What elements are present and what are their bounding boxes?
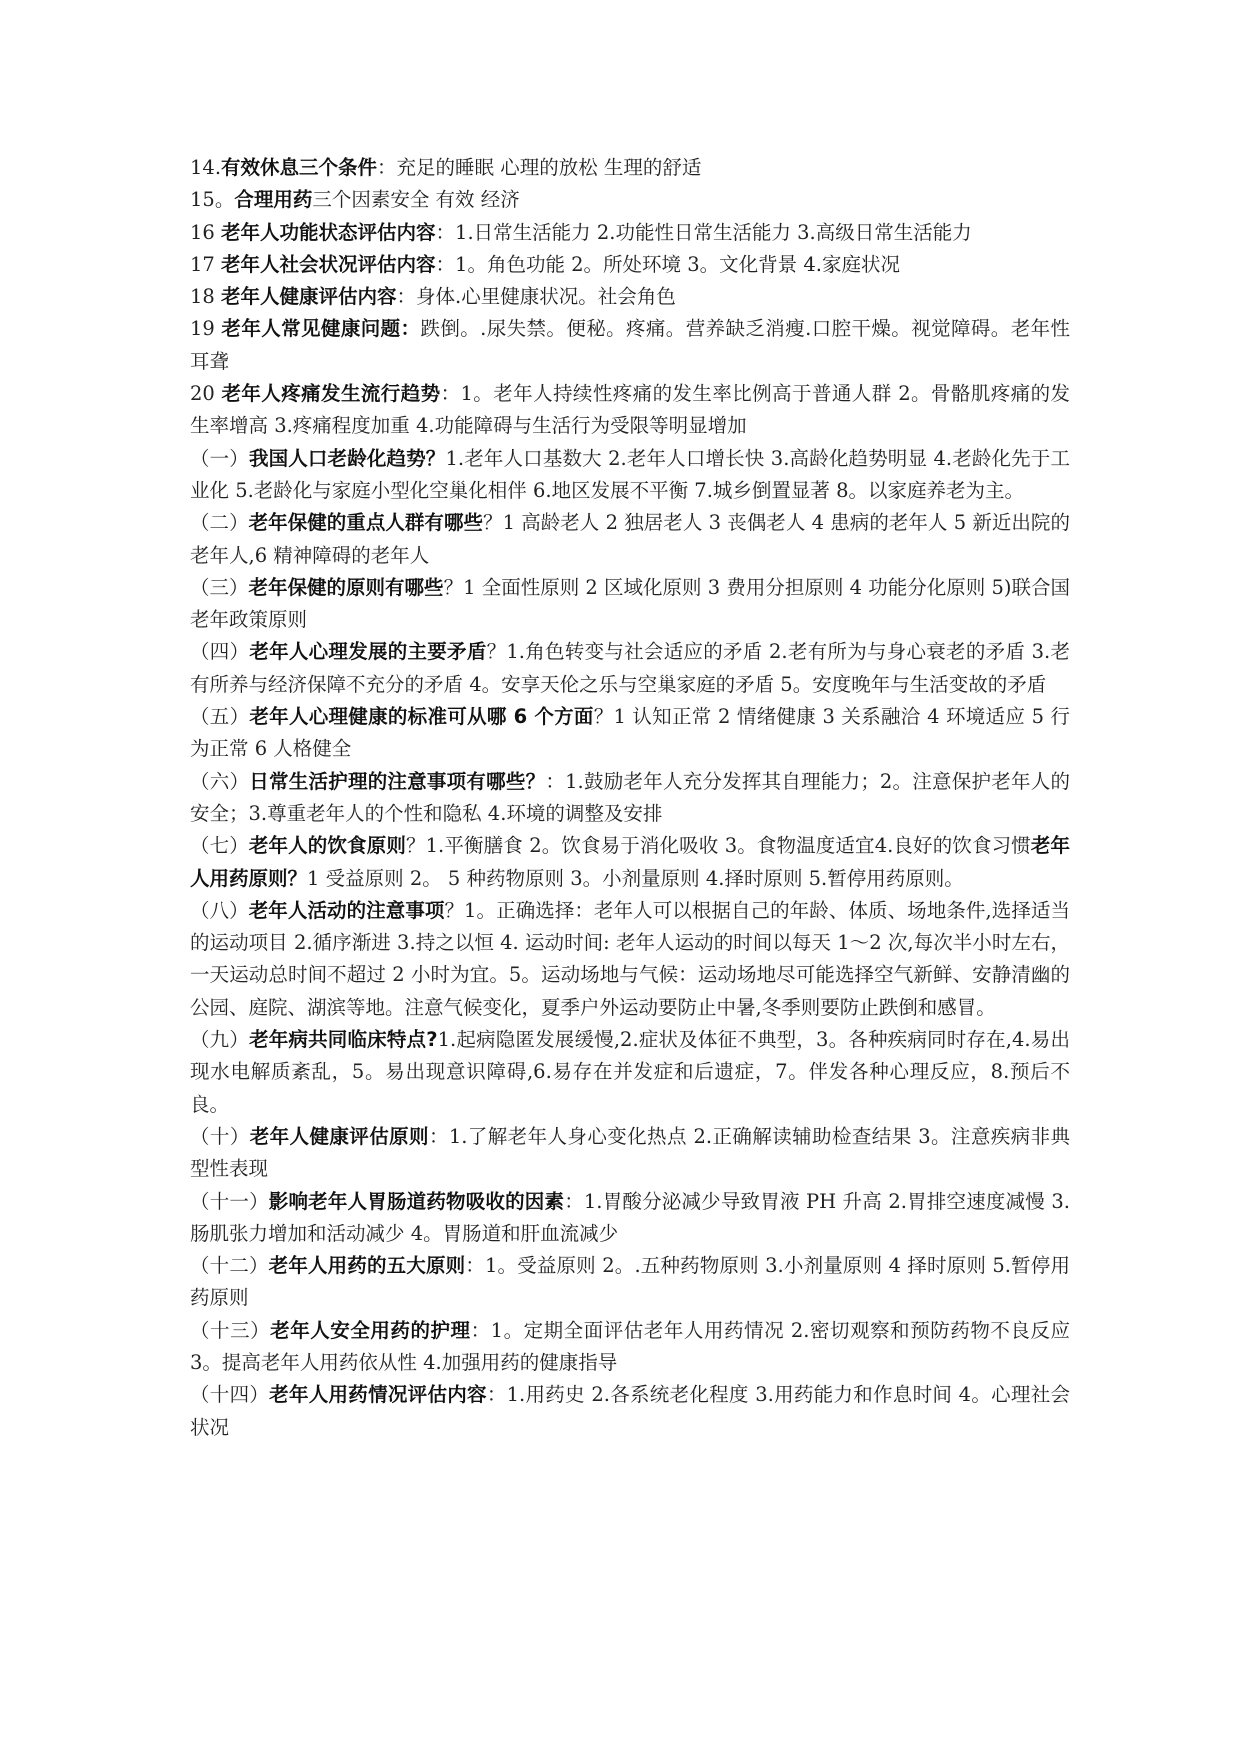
item-heading: 老年保健的重点人群有哪些 [248, 511, 484, 535]
item-number: （一） [190, 446, 249, 470]
item-text: ：充足的睡眠 心理的放松 生理的舒适 [377, 156, 702, 179]
item-text: ：1.了解老年人身心变化热点 2.正确解读辅助检查结果 3。注意疾病非典型性表现 [190, 1124, 1070, 1181]
item-number: （六） [190, 769, 250, 793]
item-text: ？1。正确选择：老年人可以根据自己的年龄、体质、场地条件,选择适当的运动项目 2.循序渐进 3.持之以恒 4. 运动时间: 老年人运动的时间以每天 1～2 次,每次半小时左右，一天运动总时间不超过 2 小时为宜。5。运动场地与气候：运动场地尽可能选择空气新鲜、安静清幽的公园、庭院、湖滨等地。注意气候变化，夏季户外运动要防止中暑,冬季则要防止跌倒和感冒。 [190, 898, 1070, 1019]
note-16 [190, 217, 1070, 249]
item-text: ：1。老年人持续性疼痛的发生率比例高于普通人群 2。骨骼肌疼痛的发生率增高 3.疼痛程度加重 4.功能障碍与生活行为受限等明显增加 [190, 382, 1070, 438]
section-10 [190, 1121, 1070, 1186]
item-text: ：1.日常生活能力 2.功能性日常生活能力 3.高级日常生活能力 [435, 220, 972, 244]
item-heading: 老年人常见健康问题： [221, 317, 421, 341]
note-14 [190, 152, 1070, 184]
item-heading: 我国人口老龄化趋势？ [248, 446, 446, 470]
section-2 [190, 507, 1070, 572]
item-number: 15。 [190, 188, 235, 212]
item-number: 20 [190, 382, 222, 406]
item-text: ：1.用药史 2.各系统老化程度 3.用药能力和作息时间 4。心理社会状况 [190, 1383, 1070, 1439]
section-3 [190, 572, 1070, 637]
section-1 [190, 443, 1070, 508]
item-heading: 老年人安全用药的护理 [270, 1318, 471, 1342]
item-number: 19 [190, 317, 222, 341]
item-heading: 老年人活动的注意事项 [248, 898, 445, 922]
section-5 [190, 701, 1070, 766]
item-heading: 老年病共同临床特点? [249, 1028, 438, 1052]
item-heading: 老年人心理健康的标准可从哪 6 个方面 [249, 705, 594, 729]
item-text: ：1.胃酸分泌减少导致胃液 PH 升高 2.胃排空速度减慢 3.肠肌张力增加和活动减少 4。胃肠道和肝血流减少 [190, 1189, 1070, 1245]
item-number: 18 [190, 285, 222, 309]
item-heading: 老年人用药的五大原则 [268, 1254, 466, 1278]
item-text: ？1.平衡膳食 2。饮食易于消化吸收 3。食物温度适宜4.良好的饮食习惯 [405, 834, 1031, 858]
section-4 [190, 636, 1070, 701]
item-text: ：1.鼓励老年人充分发挥其自理能力；2。注意保护老年人的安全；3.尊重老年人的个性和隐私 4.环境的调整及安排 [190, 769, 1070, 825]
item-number: 14. [190, 156, 222, 179]
section-14 [190, 1379, 1070, 1444]
note-17 [190, 249, 1070, 281]
item-number: （十一） [190, 1189, 269, 1213]
section-11 [190, 1186, 1070, 1251]
item-text: ？1 高龄老人 2 独居老人 3 丧偶老人 4 患病的老年人 5 新近出院的老年人,6 精神障碍的老年人 [190, 511, 1070, 567]
item-text: 三个因素安全 有效 经济 [312, 188, 520, 212]
section-9 [190, 1024, 1070, 1121]
item-number: （四） [190, 640, 250, 664]
item-number: （五） [190, 705, 250, 729]
item-number: （十三） [190, 1318, 271, 1342]
item-heading: 老年人心理发展的主要矛盾 [249, 640, 487, 664]
item-heading: 老年人健康评估原则 [249, 1124, 429, 1148]
item-text: 1.老年人口基数大 2.老年人口增长快 3.高龄化趋势明显 4.老龄化先于工业化 5.老龄化与家庭小型化空巢化相伴 6.地区发展不平衡 7.城乡倒置显著 8。以家庭养老为主。 [190, 446, 1070, 502]
item-text: ：1。定期全面评估老年人用药情况 2.密切观察和预防药物不良反应 3。提高老年人用药依从性 4.加强用药的健康指导 [190, 1318, 1070, 1374]
item-heading: 老年保健的原则有哪些 [248, 575, 444, 599]
note-15 [190, 184, 1070, 216]
section-6 [190, 766, 1070, 831]
item-heading: 老年人社会状况评估内容 [221, 252, 436, 276]
item-heading: 影响老年人胃肠道药物吸收的因素 [268, 1189, 565, 1213]
item-heading: 有效休息三个条件 [221, 156, 378, 179]
section-12 [190, 1250, 1070, 1315]
item-number: （九） [190, 1028, 250, 1052]
item-text: 跌倒。.尿失禁。便秘。疼痛。营养缺乏消瘦.口腔干燥。视觉障碍。老年性耳聋 [190, 317, 1070, 373]
item-heading: 日常生活护理的注意事项有哪些？ [249, 769, 546, 793]
note-19 [190, 313, 1070, 378]
section-13 [190, 1315, 1070, 1380]
item-text: ？1 全面性原则 2 区域化原则 3 费用分担原则 4 功能分化原则 5)联合国老年政策原则 [190, 575, 1070, 632]
item-number: （二） [190, 511, 249, 535]
item-number: （十） [190, 1124, 250, 1148]
item-text-secondary: 1 受益原则 2。 5 种药物原则 3。小剂量原则 4.择时原则 5.暂停用药原则。 [307, 866, 964, 890]
item-heading: 老年人健康评估内容 [221, 285, 397, 309]
item-heading: 老年人的饮食原则 [248, 834, 406, 858]
item-heading: 老年人疼痛发生流行趋势 [221, 382, 441, 406]
item-heading-secondary: 老年人用药原则？ [190, 834, 1070, 890]
note-18 [190, 281, 1070, 313]
item-text: ？1 认知正常 2 情绪健康 3 关系融洽 4 环境适应 5 行为正常 6 人格健全 [190, 705, 1070, 761]
section-8 [190, 895, 1070, 1024]
item-number: （七） [190, 834, 249, 858]
item-text: ：1。受益原则 2。.五种药物原则 3.小剂量原则 4 择时原则 5.暂停用药原则 [190, 1254, 1070, 1310]
item-number: 17 [190, 252, 222, 276]
item-number: （十二） [190, 1254, 269, 1278]
item-text: ：1。角色功能 2。所处环境 3。文化背景 4.家庭状况 [435, 252, 900, 276]
item-number: （十四） [190, 1383, 270, 1407]
item-number: （三） [190, 575, 249, 599]
section-7 [190, 830, 1070, 895]
item-heading: 合理用药 [234, 188, 313, 212]
document-body [190, 152, 1070, 1444]
item-text: 1.起病隐匿发展缓慢,2.症状及体征不典型，3。各种疾病同时存在,4.易出现水电解质紊乱，5。易出现意识障碍,6.易存在并发症和后遗症，7。伴发各种心理反应，8.预后不良。 [190, 1028, 1070, 1116]
item-heading: 老年人用药情况评估内容 [269, 1383, 487, 1407]
item-text: ：身体.心里健康状况。社会角色 [396, 285, 676, 309]
item-number: （八） [190, 898, 249, 922]
item-number: 16 [190, 220, 222, 244]
item-heading: 老年人功能状态评估内容 [221, 220, 436, 244]
note-20 [190, 378, 1070, 443]
item-text: ？1.角色转变与社会适应的矛盾 2.老有所为与身心衰老的矛盾 3.老有所养与经济保障不充分的矛盾 4。安享天伦之乐与空巢家庭的矛盾 5。安度晚年与生活变故的矛盾 [190, 640, 1070, 696]
